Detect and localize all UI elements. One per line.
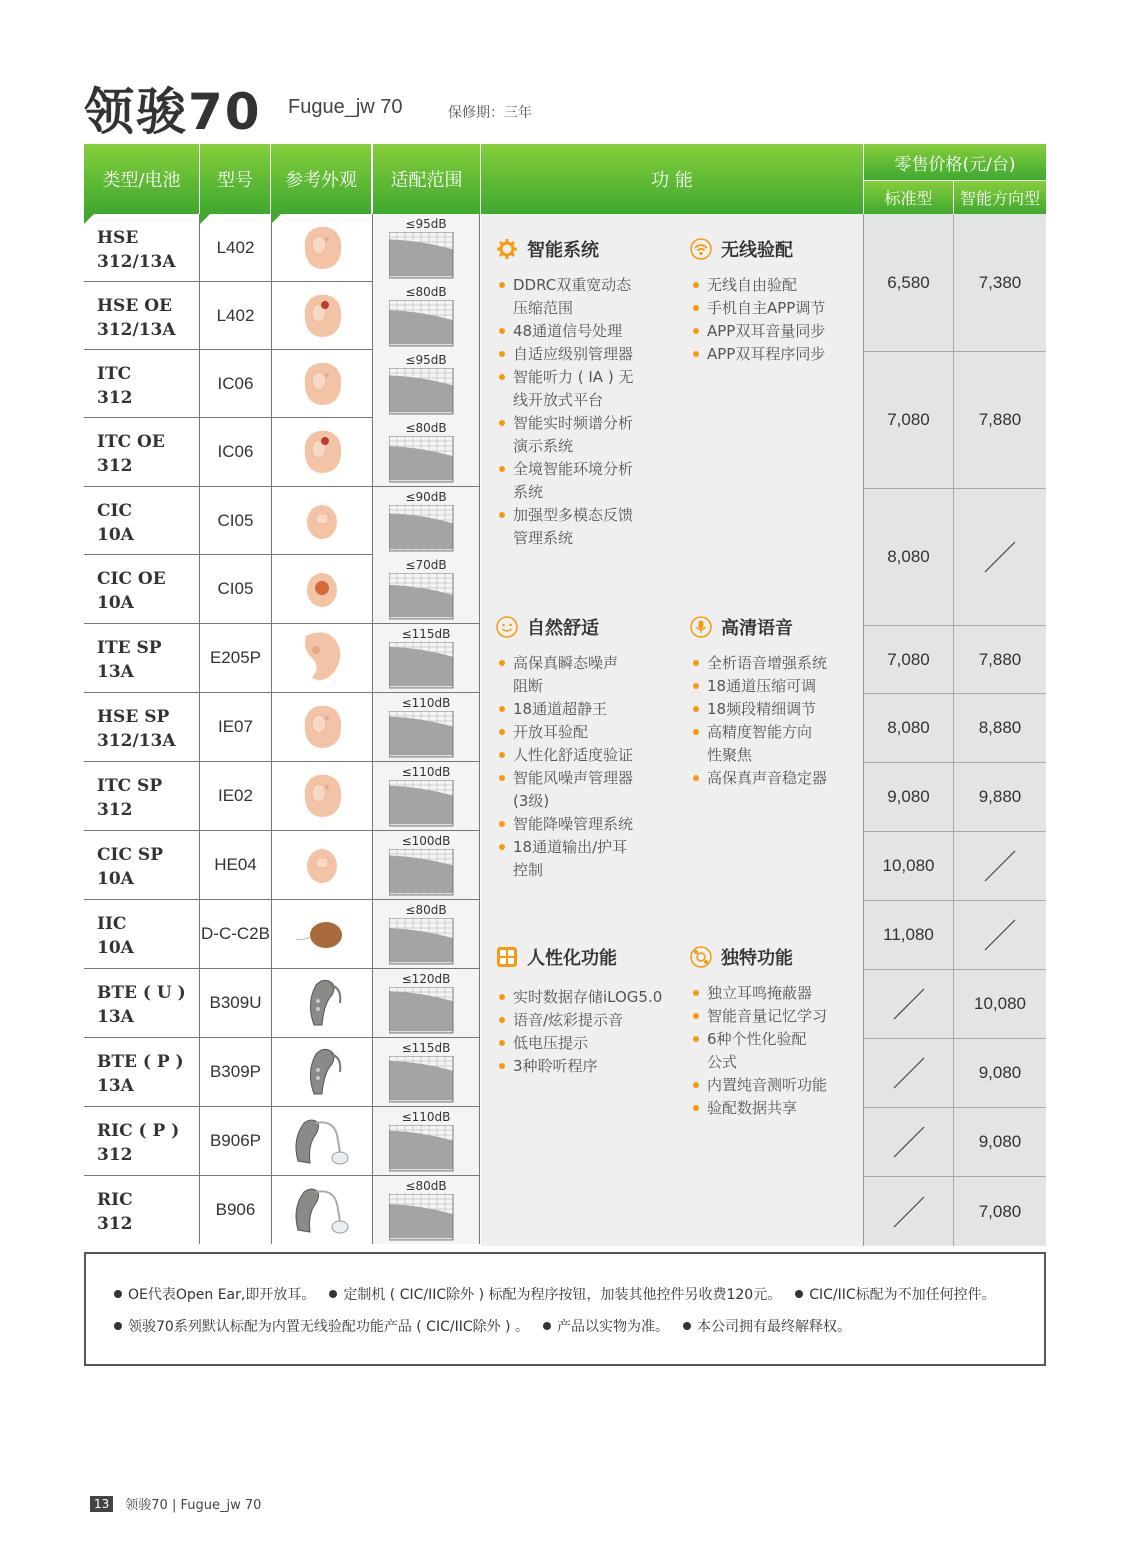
fitting-range [372, 693, 480, 761]
feature-list [689, 274, 825, 366]
note-item: 定制机 ( CIC/IIC除外 ) 标配为程序按钮，加装其他控件另收费120元。 [329, 1284, 781, 1304]
fitting-range [372, 214, 480, 282]
header-type-label: 类型/电池 [102, 170, 181, 191]
fitting-range-db: ≤90dB [405, 490, 447, 504]
type-label: RIC ( P ) [97, 1121, 180, 1141]
type-label: HSE [97, 228, 139, 248]
price-block [864, 1108, 1046, 1177]
feature-group-human [495, 942, 662, 1078]
feature-item: 无线自由验配 [689, 274, 825, 297]
fitting-range [372, 418, 480, 486]
fitting-range-db: ≤100dB [401, 834, 451, 848]
price-directional [954, 901, 1046, 969]
type-battery [84, 762, 199, 830]
price-block [864, 214, 1046, 352]
audiogram-chart [389, 1125, 455, 1173]
feature-list [689, 982, 827, 1120]
price-directional: 7,080 [978, 1201, 1022, 1221]
microphone-icon [689, 615, 713, 639]
battery-label: 312 [97, 1214, 133, 1234]
header-model [200, 144, 270, 214]
feature-group-comfort [495, 612, 633, 882]
model-number: B309U [199, 969, 271, 1037]
price-standard: 10,080 [864, 832, 954, 900]
feature-item: 独立耳鸣掩蔽器 [689, 982, 827, 1005]
table-row [84, 1176, 480, 1246]
table-row [84, 1038, 480, 1107]
type-label: BTE ( P ) [97, 1052, 184, 1072]
audiogram-chart [389, 918, 455, 966]
page-title: 领骏70 [84, 83, 262, 141]
hearing-aid-image [271, 624, 372, 692]
audiogram-chart [389, 368, 455, 416]
note-item: OE代表Open Ear,即开放耳。 [114, 1284, 315, 1304]
table-row [84, 969, 480, 1038]
note-item: 产品以实物为准。 [543, 1316, 669, 1336]
audiogram-chart [389, 232, 455, 280]
type-battery [84, 624, 199, 692]
feature-item: 管理系统 [513, 529, 574, 547]
model-number: IC06 [199, 418, 271, 486]
feature-item: 6种个性化验配 [689, 1028, 827, 1051]
page-subtitle: Fugue_jw 70 [288, 96, 403, 118]
price-standard [864, 1108, 954, 1176]
battery-label: 312 [97, 456, 133, 476]
note-item: 本公司拥有最终解释权。 [683, 1316, 851, 1336]
price-directional [954, 489, 1046, 625]
notes-box [84, 1252, 1046, 1366]
model-number: L402 [199, 282, 271, 350]
feature-item: 线开放式平台 [513, 391, 604, 409]
wifi-icon [689, 237, 713, 261]
type-battery [84, 214, 199, 282]
page-footer [90, 1494, 261, 1513]
model-number: L402 [199, 214, 271, 282]
table-row [84, 1107, 480, 1176]
model-number: CI05 [199, 555, 271, 623]
type-battery [84, 282, 199, 350]
hearing-aid-image [271, 831, 372, 899]
feature-list [495, 652, 633, 882]
type-battery [84, 900, 199, 968]
feature-item: 手机自主APP调节 [689, 297, 825, 320]
type-battery [84, 1176, 199, 1244]
header-look [271, 144, 371, 214]
price-directional: 9,880 [978, 787, 1022, 806]
feature-item: 全境智能环境分析 [495, 458, 633, 481]
fitting-range [372, 624, 480, 692]
fitting-range-db: ≤115dB [401, 1041, 451, 1055]
hearing-aid-image [271, 969, 372, 1037]
feature-item: 3种聆听程序 [495, 1055, 662, 1078]
feature-group-title: 无线验配 [721, 240, 793, 261]
feature-item: 内置纯音测听功能 [689, 1074, 827, 1097]
feature-item: 人性化舒适度验证 [495, 744, 633, 767]
feature-item: 语音/炫彩提示音 [495, 1009, 662, 1032]
type-label: CIC SP [97, 845, 163, 865]
header-price [864, 144, 1046, 180]
battery-label: 10A [97, 938, 134, 958]
table-row [84, 693, 480, 762]
feature-item: 高保真声音稳定器 [689, 767, 827, 790]
price-panel [864, 214, 1046, 1246]
feature-item: 验配数据共享 [689, 1097, 827, 1120]
feature-item: DDRC双重宽动态 [495, 274, 633, 297]
fitting-range [372, 1038, 480, 1106]
type-label: CIC [97, 501, 133, 521]
page-number: 13 [90, 1496, 113, 1512]
type-battery [84, 1038, 199, 1106]
fitting-range-db: ≤110dB [401, 696, 451, 710]
header-price-dir [954, 180, 1046, 214]
feature-group-title: 智能系统 [527, 240, 599, 261]
model-number: CI05 [199, 487, 271, 555]
fitting-range [372, 282, 480, 350]
feature-item: 智能风噪声管理器 [495, 767, 633, 790]
type-label: ITC SP [97, 776, 163, 796]
price-block [864, 489, 1046, 626]
type-label: CIC OE [97, 569, 166, 589]
audiogram-chart [389, 573, 455, 621]
feature-list [495, 274, 633, 550]
feature-item: 智能实时频谱分析 [495, 412, 633, 435]
header-price-std [864, 180, 953, 214]
header-price-label: 零售价格(元/台) [894, 154, 1016, 175]
battery-label: 10A [97, 593, 134, 613]
feature-group-speech [689, 612, 827, 790]
fitting-range-db: ≤80dB [405, 285, 447, 299]
fitting-range [372, 350, 480, 418]
not-available-slash [983, 849, 1017, 883]
battery-label: 312 [97, 1145, 133, 1165]
not-available-slash [892, 1056, 926, 1090]
header-features-label: 功 能 [651, 170, 693, 191]
model-number: D-C-C2B [199, 900, 271, 968]
fitting-range [372, 831, 480, 899]
feature-item: 加强型多模态反馈 [495, 504, 633, 527]
feature-item: 公式 [707, 1053, 738, 1071]
type-label: ITC OE [97, 432, 165, 452]
price-standard: 8,080 [864, 694, 954, 762]
fitting-range-db: ≤120dB [401, 972, 451, 986]
price-standard [864, 970, 954, 1038]
not-available-slash [892, 1125, 926, 1159]
header-price-std-label: 标准型 [884, 189, 933, 208]
price-block [864, 694, 1046, 763]
fitting-range-db: ≤110dB [401, 765, 451, 779]
fitting-range-db: ≤110dB [401, 1110, 451, 1124]
type-label: ITC [97, 364, 132, 384]
not-available-slash [892, 987, 926, 1021]
feature-item: 阻断 [513, 677, 544, 695]
battery-label: 13A [97, 662, 134, 682]
price-directional: 7,880 [978, 410, 1022, 429]
table-row [84, 282, 480, 350]
fitting-range [372, 1176, 480, 1244]
table-row [84, 350, 480, 418]
feature-list [495, 986, 662, 1078]
star-badge-icon [689, 945, 713, 969]
feature-item: 开放耳验配 [495, 721, 633, 744]
gear-icon [495, 237, 519, 261]
battery-label: 13A [97, 1007, 134, 1027]
battery-label: 10A [97, 869, 134, 889]
feature-item: 18通道压缩可调 [689, 675, 827, 698]
audiogram-chart [389, 780, 455, 828]
type-battery [84, 1107, 199, 1175]
feature-item: 智能音量记忆学习 [689, 1005, 827, 1028]
header-look-label: 参考外观 [285, 170, 357, 191]
fitting-range [372, 762, 480, 830]
battery-label: 312 [97, 388, 133, 408]
feature-item: 18通道超静王 [495, 698, 633, 721]
table-row [84, 762, 480, 831]
battery-label: 10A [97, 525, 134, 545]
feature-item: 智能降噪管理系统 [495, 813, 633, 836]
hearing-aid-image [271, 350, 372, 418]
type-label: HSE OE [97, 296, 172, 316]
audiogram-chart [389, 436, 455, 484]
feature-group-wireless [689, 234, 825, 366]
type-label: HSE SP [97, 707, 170, 727]
table-row [84, 831, 480, 900]
feature-item: 低电压提示 [495, 1032, 662, 1055]
audiogram-chart [389, 505, 455, 553]
type-label: RIC [97, 1190, 133, 1210]
fitting-range-db: ≤95dB [405, 353, 447, 367]
feature-item: 演示系统 [513, 437, 574, 455]
smile-icon [495, 615, 519, 639]
price-directional: 7,380 [978, 272, 1022, 292]
table-row [84, 418, 480, 487]
not-available-slash [983, 540, 1017, 574]
header-range [373, 144, 480, 214]
audiogram-chart [389, 1056, 455, 1104]
type-battery [84, 350, 199, 418]
footer-text: 领骏70 | Fugue_jw 70 [125, 1498, 262, 1513]
product-table [84, 144, 1046, 1246]
fitting-range [372, 969, 480, 1037]
price-block [864, 901, 1046, 970]
price-standard [864, 1039, 954, 1107]
fitting-range [372, 487, 480, 555]
battery-label: 13A [97, 1076, 134, 1096]
not-available-slash [892, 1195, 926, 1229]
type-battery [84, 969, 199, 1037]
price-directional: 9,080 [978, 1063, 1022, 1082]
hearing-aid-image [271, 1038, 372, 1106]
hearing-aid-image [271, 1176, 372, 1244]
price-block [864, 1039, 1046, 1108]
battery-label: 312/13A [97, 320, 176, 340]
model-number: IC06 [199, 350, 271, 418]
feature-item: (3级) [513, 792, 550, 810]
type-label: BTE ( U ) [97, 983, 186, 1003]
price-standard: 7,080 [864, 626, 954, 693]
notes-line-2 [114, 1316, 1044, 1336]
price-directional: 8,880 [978, 718, 1022, 737]
fitting-range-db: ≤95dB [405, 217, 447, 231]
battery-label: 312/13A [97, 252, 176, 272]
model-number: B309P [199, 1038, 271, 1106]
hearing-aid-image [271, 418, 372, 486]
hearing-aid-image [271, 214, 372, 282]
price-directional: 9,080 [978, 1132, 1022, 1151]
feature-list [689, 652, 827, 790]
price-block [864, 763, 1046, 832]
fitting-range-db: ≤80dB [405, 903, 447, 917]
hearing-aid-image [271, 693, 372, 761]
hearing-aid-image [271, 555, 372, 623]
feature-item: APP双耳音量同步 [689, 320, 825, 343]
feature-item: 性聚焦 [707, 746, 753, 764]
header-range-label: 适配范围 [390, 170, 463, 191]
feature-item: 系统 [513, 483, 544, 501]
audiogram-chart [389, 642, 455, 690]
hearing-aid-image [271, 487, 372, 555]
feature-item: 高保真瞬态噪声 [495, 652, 633, 675]
model-number: IE02 [199, 762, 271, 830]
type-battery [84, 693, 199, 761]
battery-label: 312/13A [97, 731, 176, 751]
feature-group-title: 自然舒适 [527, 618, 599, 639]
audiogram-chart [389, 1194, 455, 1242]
header-price-dir-label: 智能方向型 [959, 189, 1040, 208]
audiogram-chart [389, 711, 455, 759]
price-block [864, 970, 1046, 1039]
price-standard: 8,080 [864, 489, 954, 625]
price-directional: 10,080 [974, 994, 1026, 1013]
note-item: CIC/IIC标配为不加任何控件。 [795, 1284, 995, 1304]
hearing-aid-image [271, 900, 372, 968]
price-standard [864, 1177, 954, 1246]
feature-item: 全析语音增强系统 [689, 652, 827, 675]
feature-group-unique [689, 942, 827, 1120]
price-block [864, 352, 1046, 489]
warranty-text: 保修期：三年 [448, 105, 532, 121]
feature-item: 实时数据存储iLOG5.0 [495, 986, 662, 1009]
audiogram-chart [389, 300, 455, 348]
price-standard: 11,080 [864, 901, 954, 969]
price-directional: 7,880 [978, 649, 1022, 669]
table-row [84, 487, 480, 555]
hearing-aid-image [271, 1107, 372, 1175]
feature-item: 智能听力 ( IA ) 无 [495, 366, 633, 389]
price-block [864, 832, 1046, 901]
table-row [84, 900, 480, 969]
notes-line-1 [114, 1284, 1044, 1304]
model-number: HE04 [199, 831, 271, 899]
type-battery [84, 831, 199, 899]
grid-icon [495, 945, 519, 969]
price-directional [954, 832, 1046, 900]
model-number: B906 [199, 1176, 271, 1244]
feature-item: 18通道输出/护耳 [495, 836, 633, 859]
battery-label: 312 [97, 800, 133, 820]
type-label: ITE SP [97, 638, 162, 658]
feature-item: 高精度智能方向 [689, 721, 827, 744]
feature-item: 18频段精细调节 [689, 698, 827, 721]
feature-item: 控制 [513, 861, 544, 879]
feature-group-title: 人性化功能 [527, 948, 617, 969]
features-panel [481, 214, 864, 1246]
feature-item: 压缩范围 [513, 299, 574, 317]
model-number: IE07 [199, 693, 271, 761]
price-block [864, 626, 1046, 694]
fitting-range-db: ≤80dB [405, 421, 447, 435]
type-battery [84, 487, 199, 555]
header-features [481, 144, 863, 214]
fitting-range [372, 1107, 480, 1175]
fitting-range-db: ≤70dB [405, 558, 447, 572]
fitting-range [372, 900, 480, 968]
feature-item: APP双耳程序同步 [689, 343, 825, 366]
fitting-range [372, 555, 480, 623]
header-type [84, 144, 199, 214]
table-row [84, 555, 480, 624]
price-standard: 6,580 [864, 214, 954, 351]
hearing-aid-image [271, 762, 372, 830]
header-model-label: 型号 [217, 170, 253, 191]
feature-item: 48通道信号处理 [495, 320, 633, 343]
type-battery [84, 555, 199, 623]
price-standard: 9,080 [864, 763, 954, 831]
feature-group-title: 高清语音 [721, 618, 793, 639]
table-row [84, 214, 480, 282]
table-row [84, 624, 480, 693]
audiogram-chart [389, 849, 455, 897]
note-item: 领骏70系列默认标配为内置无线验配功能产品 ( CIC/IIC除外 ) 。 [114, 1316, 529, 1336]
not-available-slash [983, 918, 1017, 952]
price-block [864, 1177, 1046, 1246]
type-label: IIC [97, 914, 127, 934]
fitting-range-db: ≤80dB [405, 1179, 447, 1193]
type-battery [84, 418, 199, 486]
model-number: E205P [199, 624, 271, 692]
hearing-aid-image [271, 282, 372, 350]
feature-item: 自适应级别管理器 [495, 343, 633, 366]
audiogram-chart [389, 987, 455, 1035]
feature-group-title: 独特功能 [721, 948, 793, 969]
price-standard: 7,080 [864, 352, 954, 488]
fitting-range-db: ≤115dB [401, 627, 451, 641]
model-number: B906P [199, 1107, 271, 1175]
feature-group-smart [495, 234, 633, 550]
